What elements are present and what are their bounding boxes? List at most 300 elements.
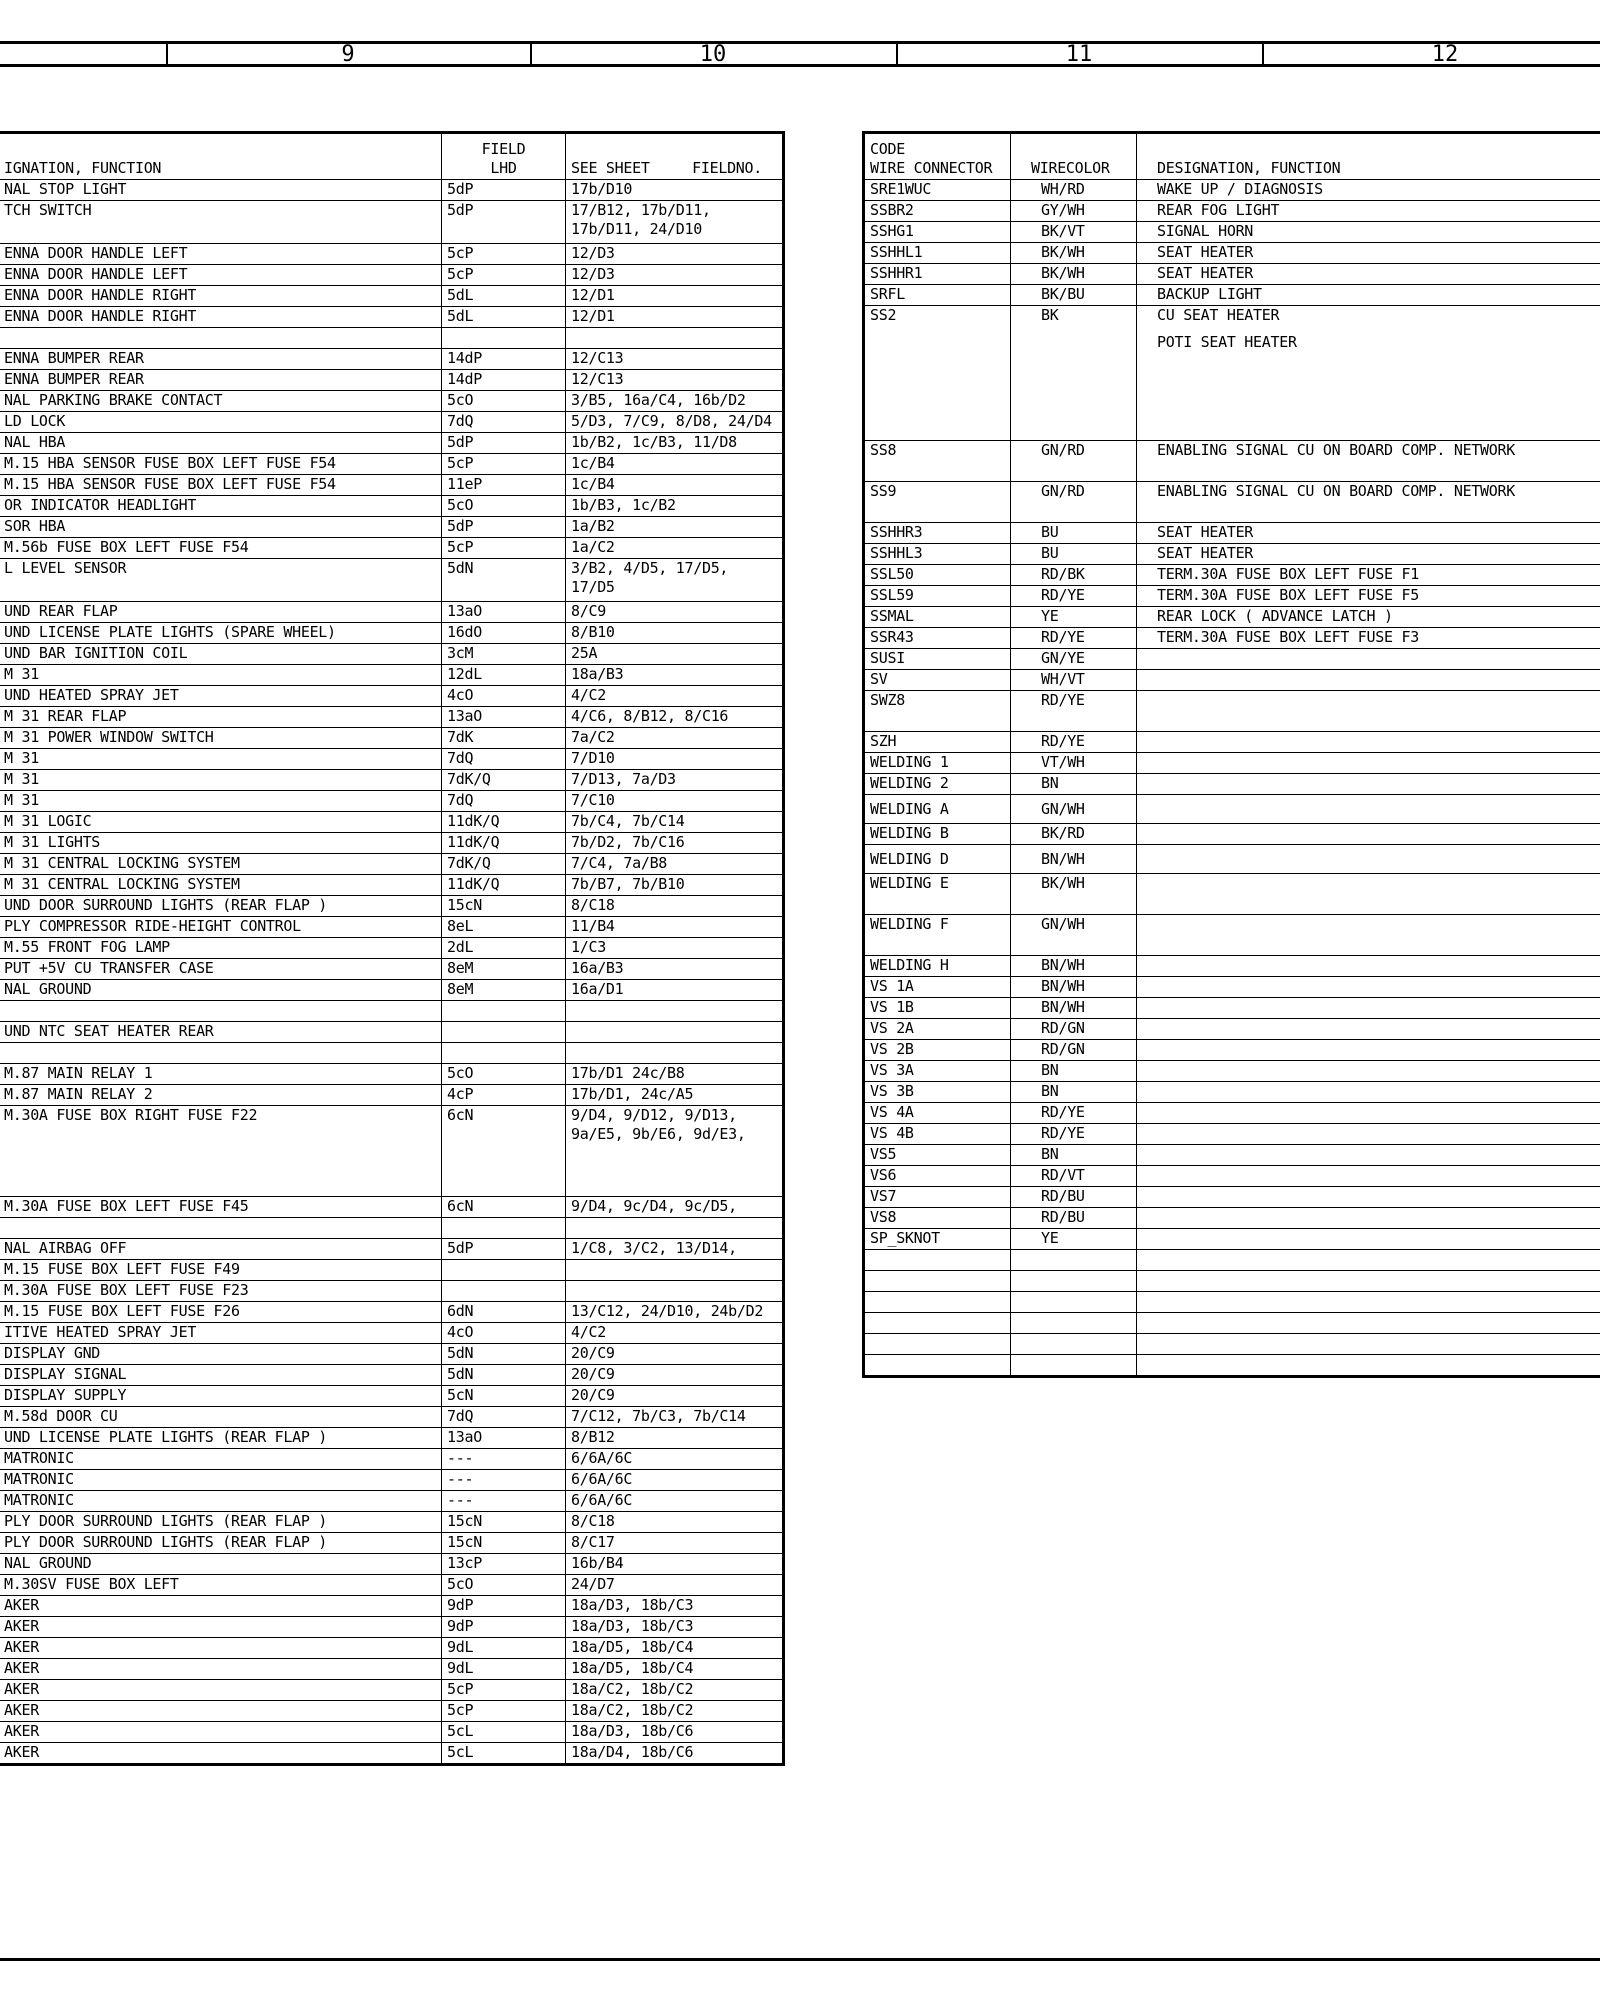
wirecolor-cell: BN [1011, 1061, 1137, 1082]
field-cell: 7dQ [442, 791, 566, 812]
designation-cell-right [1137, 1166, 1600, 1187]
designation-cell-right [1137, 977, 1600, 998]
see-sheet-cell: 7/C10 [566, 791, 784, 812]
table-row [0, 349, 784, 370]
wirecolor-cell: BN [1011, 1145, 1137, 1166]
wire-connector-cell: VS 1A [864, 977, 1011, 998]
wire-connector-cell: SSMAL [864, 607, 1011, 628]
field-cell: 4cP [442, 1085, 566, 1106]
see-sheet-cell: 18a/B3 [566, 665, 784, 686]
field-cell: 5dL [442, 307, 566, 328]
see-sheet-cell: 17b/D10 [566, 180, 784, 201]
field-cell: 15cN [442, 1533, 566, 1554]
see-sheet-cell: 1/C3 [566, 938, 784, 959]
field-cell: 8eM [442, 959, 566, 980]
designation-cell-right: BACKUP LIGHT [1137, 285, 1600, 306]
designation-cell-right [1137, 753, 1600, 774]
table-row [0, 1554, 784, 1575]
field-header: FIELD LHD [442, 133, 566, 180]
field-cell: 8eL [442, 917, 566, 938]
table-row [864, 482, 1600, 523]
designation-cell-right [1137, 1040, 1600, 1061]
see-sheet-cell: 18a/C2, 18b/C2 [566, 1701, 784, 1722]
see-sheet-cell: 17b/D1, 24c/A5 [566, 1085, 784, 1106]
table-row [0, 686, 784, 707]
table-row [864, 998, 1600, 1019]
wire-connector-cell: SS8 [864, 441, 1011, 482]
wirecolor-cell [1011, 1271, 1137, 1292]
wire-connector-cell: VS 4B [864, 1124, 1011, 1145]
see-sheet-cell [566, 1218, 784, 1239]
bottom-border-line [0, 1958, 1600, 1961]
designation-cell: M 31 [0, 749, 442, 770]
designation-cell: NAL STOP LIGHT [0, 180, 442, 201]
designation-cell: MATRONIC [0, 1449, 442, 1470]
field-cell [442, 1001, 566, 1022]
wire-connector-cell: VS 2B [864, 1040, 1011, 1061]
table-row [0, 1239, 784, 1260]
designation-cell: PLY COMPRESSOR RIDE-HEIGHT CONTROL [0, 917, 442, 938]
designation-cell [0, 1218, 442, 1239]
table-row [0, 1533, 784, 1554]
designation-cell: ENNA DOOR HANDLE RIGHT [0, 307, 442, 328]
wirecolor-cell: BN/WH [1011, 845, 1137, 874]
field-cell: 5cO [442, 391, 566, 412]
designation-cell-right [1137, 1292, 1600, 1313]
table-row [864, 1208, 1600, 1229]
table-row [864, 915, 1600, 956]
table-row [0, 707, 784, 728]
wirecolor-cell: GY/WH [1011, 201, 1137, 222]
wire-connector-cell: VS 2A [864, 1019, 1011, 1040]
wirecolor-cell: WH/RD [1011, 180, 1137, 201]
wire-connector-cell: WELDING 2 [864, 774, 1011, 795]
field-cell: 5dL [442, 286, 566, 307]
wirecolor-cell: RD/YE [1011, 1103, 1137, 1124]
wirecolor-cell: YE [1011, 607, 1137, 628]
field-cell: 15cN [442, 1512, 566, 1533]
table-row [0, 875, 784, 896]
see-sheet-cell: 7a/C2 [566, 728, 784, 749]
field-cell: 5dP [442, 433, 566, 454]
table-row [0, 265, 784, 286]
table-row [864, 607, 1600, 628]
table-row [0, 244, 784, 265]
table-row [864, 977, 1600, 998]
table-row [864, 732, 1600, 753]
table-row [864, 565, 1600, 586]
table-row [0, 1302, 784, 1323]
table-row [0, 1743, 784, 1765]
wire-connector-cell: WELDING H [864, 956, 1011, 977]
field-cell: --- [442, 1449, 566, 1470]
see-sheet-cell: 12/D1 [566, 286, 784, 307]
designation-cell-right [1137, 1145, 1600, 1166]
wire-connector-cell [864, 1292, 1011, 1313]
table-row [0, 791, 784, 812]
designation-cell: AKER [0, 1638, 442, 1659]
table-row [0, 1344, 784, 1365]
designation-cell-right [1137, 795, 1600, 824]
wire-connector-cell: VS7 [864, 1187, 1011, 1208]
designation-cell-right: CU SEAT HEATER POTI SEAT HEATER [1137, 306, 1600, 441]
wirecolor-cell: BK/WH [1011, 874, 1137, 915]
designation-header: IGNATION, FUNCTION [0, 133, 442, 180]
table-row [0, 1106, 784, 1197]
designation-cell-right [1137, 732, 1600, 753]
table-row [0, 980, 784, 1001]
designation-cell: NAL GROUND [0, 1554, 442, 1575]
designation-cell-right: TERM.30A FUSE BOX LEFT FUSE F1 [1137, 565, 1600, 586]
table-row [0, 1701, 784, 1722]
field-cell: 13aO [442, 602, 566, 623]
table-row [864, 1313, 1600, 1334]
table-row [864, 1355, 1600, 1377]
field-cell: 6dN [442, 1302, 566, 1323]
wirecolor-cell: RD/BU [1011, 1208, 1137, 1229]
table-row [864, 1250, 1600, 1271]
wirecolor-cell: RD/GN [1011, 1019, 1137, 1040]
field-cell: 9dP [442, 1596, 566, 1617]
table-row [0, 665, 784, 686]
designation-cell-right: ENABLING SIGNAL CU ON BOARD COMP. NETWORK [1137, 441, 1600, 482]
designation-cell: SOR HBA [0, 517, 442, 538]
table-row [0, 1365, 784, 1386]
see-sheet-cell: 7b/D2, 7b/C16 [566, 833, 784, 854]
field-cell: 8eM [442, 980, 566, 1001]
wire-connector-table-right [862, 131, 1600, 1378]
wire-connector-cell: SSHG1 [864, 222, 1011, 243]
table-row [0, 1022, 784, 1043]
wire-connector-cell: SSHHL1 [864, 243, 1011, 264]
field-cell: 5cO [442, 1064, 566, 1085]
field-cell: 7dQ [442, 1407, 566, 1428]
see-sheet-cell: 18a/D3, 18b/C3 [566, 1596, 784, 1617]
table-row [0, 917, 784, 938]
field-cell: 5cN [442, 1386, 566, 1407]
designation-cell-right: ENABLING SIGNAL CU ON BOARD COMP. NETWORK [1137, 482, 1600, 523]
wire-connector-cell: SS9 [864, 482, 1011, 523]
designation-cell: ENNA DOOR HANDLE LEFT [0, 265, 442, 286]
table-row [0, 959, 784, 980]
column-number-10: 10 [699, 42, 727, 67]
table-row [0, 1323, 784, 1344]
see-sheet-cell: 7/D10 [566, 749, 784, 770]
see-sheet-cell: 12/D3 [566, 265, 784, 286]
see-sheet-cell: 1c/B4 [566, 475, 784, 496]
field-cell [442, 1281, 566, 1302]
designation-cell-right [1137, 1334, 1600, 1355]
table-row [864, 1229, 1600, 1250]
designation-cell-right [1137, 1187, 1600, 1208]
table-row [864, 264, 1600, 285]
field-cell: 5cP [442, 1701, 566, 1722]
table-row [864, 1187, 1600, 1208]
wirecolor-cell: RD/VT [1011, 1166, 1137, 1187]
see-sheet-cell: 9/D4, 9c/D4, 9c/D5, [566, 1197, 784, 1218]
see-sheet-cell: 1/C8, 3/C2, 13/D14, [566, 1239, 784, 1260]
see-sheet-cell: 16a/B3 [566, 959, 784, 980]
see-sheet-cell: 1b/B2, 1c/B3, 11/D8 [566, 433, 784, 454]
see-sheet-cell: 1a/B2 [566, 517, 784, 538]
table-row [0, 1680, 784, 1701]
field-cell: 9dL [442, 1659, 566, 1680]
table-row [0, 1722, 784, 1743]
table-row [0, 475, 784, 496]
designation-cell: UND LICENSE PLATE LIGHTS (REAR FLAP ) [0, 1428, 442, 1449]
designation-cell-right [1137, 1061, 1600, 1082]
table-row [0, 391, 784, 412]
wirecolor-cell: BK/WH [1011, 264, 1137, 285]
designation-cell-right [1137, 670, 1600, 691]
wire-connector-cell: SRE1WUC [864, 180, 1011, 201]
table-row [0, 938, 784, 959]
wire-connector-cell: SSL50 [864, 565, 1011, 586]
table-row [0, 1085, 784, 1106]
designation-cell-right: WAKE UP / DIAGNOSIS [1137, 180, 1600, 201]
field-cell [442, 328, 566, 349]
wire-connector-cell: SUSI [864, 649, 1011, 670]
see-sheet-cell: 4/C2 [566, 1323, 784, 1344]
designation-cell: M 31 [0, 770, 442, 791]
table-row [0, 1449, 784, 1470]
designation-cell: UND BAR IGNITION COIL [0, 644, 442, 665]
right-table-header [864, 133, 1600, 180]
field-cell: 5dP [442, 201, 566, 244]
wire-connector-cell: SP_SKNOT [864, 1229, 1011, 1250]
designation-cell-right [1137, 649, 1600, 670]
wire-connector-cell: WELDING A [864, 795, 1011, 824]
field-cell: 7dK [442, 728, 566, 749]
table-row [0, 1043, 784, 1064]
table-row [864, 1103, 1600, 1124]
table-row [0, 770, 784, 791]
code-header: CODE WIRE CONNECTOR [864, 133, 1011, 180]
see-sheet-cell: 1b/B3, 1c/B2 [566, 496, 784, 517]
field-cell: 13aO [442, 707, 566, 728]
table-row [0, 1638, 784, 1659]
table-row [0, 286, 784, 307]
wire-connector-cell [864, 1334, 1011, 1355]
field-cell: 5dN [442, 1365, 566, 1386]
table-row [0, 644, 784, 665]
designation-cell: M.30A FUSE BOX LEFT FUSE F23 [0, 1281, 442, 1302]
table-row [0, 623, 784, 644]
wirecolor-cell: RD/YE [1011, 732, 1137, 753]
table-row [0, 602, 784, 623]
field-cell [442, 1260, 566, 1281]
designation-cell: M 31 [0, 665, 442, 686]
designation-cell: ITIVE HEATED SPRAY JET [0, 1323, 442, 1344]
table-row [864, 1124, 1600, 1145]
designation-cell-right [1137, 1124, 1600, 1145]
sheet-column-header [0, 41, 1600, 67]
designation-cell: AKER [0, 1617, 442, 1638]
designation-cell: M.87 MAIN RELAY 1 [0, 1064, 442, 1085]
wire-connector-cell: WELDING B [864, 824, 1011, 845]
see-sheet-cell: 5/D3, 7/C9, 8/D8, 24/D4 [566, 412, 784, 433]
table-row [864, 753, 1600, 774]
designation-cell: M.15 FUSE BOX LEFT FUSE F26 [0, 1302, 442, 1323]
field-cell: 5cP [442, 265, 566, 286]
designation-cell-right [1137, 915, 1600, 956]
table-row [0, 1659, 784, 1680]
wirecolor-cell: GN/RD [1011, 441, 1137, 482]
table-row [0, 1491, 784, 1512]
table-row [0, 854, 784, 875]
table-row [0, 1575, 784, 1596]
table-row [864, 243, 1600, 264]
designation-cell-right [1137, 1103, 1600, 1124]
designation-cell: M.15 HBA SENSOR FUSE BOX LEFT FUSE F54 [0, 475, 442, 496]
designation-cell: DISPLAY GND [0, 1344, 442, 1365]
table-row [0, 1407, 784, 1428]
table-row [864, 1019, 1600, 1040]
designation-cell-right [1137, 1082, 1600, 1103]
column-number-9: 9 [341, 42, 355, 67]
wire-connector-cell: SZH [864, 732, 1011, 753]
designation-cell: PUT +5V CU TRANSFER CASE [0, 959, 442, 980]
wirecolor-cell: GN/WH [1011, 915, 1137, 956]
wire-connector-cell: WELDING E [864, 874, 1011, 915]
field-cell: 5cL [442, 1722, 566, 1743]
designation-cell: M.30SV FUSE BOX LEFT [0, 1575, 442, 1596]
table-row [0, 1428, 784, 1449]
designation-cell: AKER [0, 1680, 442, 1701]
wire-connector-cell: SSL59 [864, 586, 1011, 607]
field-cell: 5dP [442, 180, 566, 201]
field-cell: 5cO [442, 1575, 566, 1596]
designation-cell: ENNA BUMPER REAR [0, 349, 442, 370]
see-sheet-cell: 11/B4 [566, 917, 784, 938]
designation-cell: M 31 CENTRAL LOCKING SYSTEM [0, 875, 442, 896]
see-sheet-cell: 20/C9 [566, 1365, 784, 1386]
designation-cell: M.56b FUSE BOX LEFT FUSE F54 [0, 538, 442, 559]
table-row [0, 1064, 784, 1085]
see-sheet-cell: 7/D13, 7a/D3 [566, 770, 784, 791]
wirecolor-cell: YE [1011, 1229, 1137, 1250]
see-sheet-cell [566, 1043, 784, 1064]
field-cell: 5cP [442, 538, 566, 559]
see-sheet-cell: 1c/B4 [566, 454, 784, 475]
table-row [0, 412, 784, 433]
designation-cell-right [1137, 1208, 1600, 1229]
see-sheet-cell: 12/C13 [566, 370, 784, 391]
designation-cell-right: REAR LOCK ( ADVANCE LATCH ) [1137, 607, 1600, 628]
see-sheet-cell: 8/C17 [566, 1533, 784, 1554]
see-sheet-cell [566, 1001, 784, 1022]
wirecolor-cell [1011, 1292, 1137, 1313]
wire-connector-cell: SWZ8 [864, 691, 1011, 732]
designation-cell: M 31 LIGHTS [0, 833, 442, 854]
see-sheet-cell: 12/C13 [566, 349, 784, 370]
field-cell: 5dP [442, 517, 566, 538]
table-row [864, 956, 1600, 977]
wirecolor-cell: RD/BK [1011, 565, 1137, 586]
field-cell: 11dK/Q [442, 875, 566, 896]
field-cell: 14dP [442, 349, 566, 370]
designation-cell-right [1137, 874, 1600, 915]
see-sheet-cell [566, 1260, 784, 1281]
table-row [864, 1145, 1600, 1166]
see-sheet-cell: 17b/D1 24c/B8 [566, 1064, 784, 1085]
see-sheet-cell: 24/D7 [566, 1575, 784, 1596]
see-sheet-cell: 4/C2 [566, 686, 784, 707]
table-row [0, 307, 784, 328]
wire-connector-cell [864, 1271, 1011, 1292]
designation-cell-right [1137, 774, 1600, 795]
wire-connector-cell: WELDING F [864, 915, 1011, 956]
table-row [0, 180, 784, 201]
field-cell: 6cN [442, 1197, 566, 1218]
field-cell: 7dK/Q [442, 770, 566, 791]
field-cell: 5dN [442, 559, 566, 602]
wire-connector-cell [864, 1355, 1011, 1377]
see-sheet-cell: 6/6A/6C [566, 1470, 784, 1491]
designation-cell: M.87 MAIN RELAY 2 [0, 1085, 442, 1106]
wire-connector-cell: SS2 [864, 306, 1011, 441]
wire-connector-cell: SSHHR3 [864, 523, 1011, 544]
designation-cell [0, 1043, 442, 1064]
field-cell: 15cN [442, 896, 566, 917]
designation-cell-right [1137, 845, 1600, 874]
table-row [0, 1596, 784, 1617]
field-cell: 5cP [442, 1680, 566, 1701]
wirecolor-cell: RD/GN [1011, 1040, 1137, 1061]
see-sheet-cell: 20/C9 [566, 1344, 784, 1365]
table-row [864, 649, 1600, 670]
see-sheet-cell: 8/B12 [566, 1428, 784, 1449]
field-cell: 12dL [442, 665, 566, 686]
table-row [0, 1218, 784, 1239]
see-sheet-cell [566, 1022, 784, 1043]
wirecolor-cell: BN/WH [1011, 956, 1137, 977]
field-cell [442, 1218, 566, 1239]
designation-cell: LD LOCK [0, 412, 442, 433]
wirecolor-cell: RD/BU [1011, 1187, 1137, 1208]
wirecolor-cell: RD/YE [1011, 586, 1137, 607]
wirecolor-cell: RD/YE [1011, 691, 1137, 732]
wire-connector-cell: WELDING 1 [864, 753, 1011, 774]
table-row [0, 517, 784, 538]
designation-cell: M 31 POWER WINDOW SWITCH [0, 728, 442, 749]
table-row [864, 845, 1600, 874]
see-sheet-header: SEE SHEET FIELDNO. [566, 133, 784, 180]
table-row [864, 691, 1600, 732]
designation-cell: M.30A FUSE BOX RIGHT FUSE F22 [0, 1106, 442, 1197]
designation-cell: AKER [0, 1659, 442, 1680]
designation-cell-right: SEAT HEATER [1137, 243, 1600, 264]
field-cell: 11dK/Q [442, 812, 566, 833]
see-sheet-cell: 3/B2, 4/D5, 17/D5, 17/D5 [566, 559, 784, 602]
designation-cell-right [1137, 956, 1600, 977]
see-sheet-cell [566, 1281, 784, 1302]
table-row [0, 201, 784, 244]
field-cell: 3cM [442, 644, 566, 665]
designation-cell: OR INDICATOR HEADLIGHT [0, 496, 442, 517]
field-cell: 6cN [442, 1106, 566, 1197]
wire-connector-cell: SSBR2 [864, 201, 1011, 222]
designation-cell-right [1137, 1229, 1600, 1250]
table-row [0, 1386, 784, 1407]
field-cell: 7dK/Q [442, 854, 566, 875]
see-sheet-cell: 18a/D5, 18b/C4 [566, 1659, 784, 1680]
wire-connector-cell [864, 1313, 1011, 1334]
designation-cell: UND NTC SEAT HEATER REAR [0, 1022, 442, 1043]
field-cell: 11dK/Q [442, 833, 566, 854]
field-cell: --- [442, 1491, 566, 1512]
wirecolor-cell: GN/RD [1011, 482, 1137, 523]
